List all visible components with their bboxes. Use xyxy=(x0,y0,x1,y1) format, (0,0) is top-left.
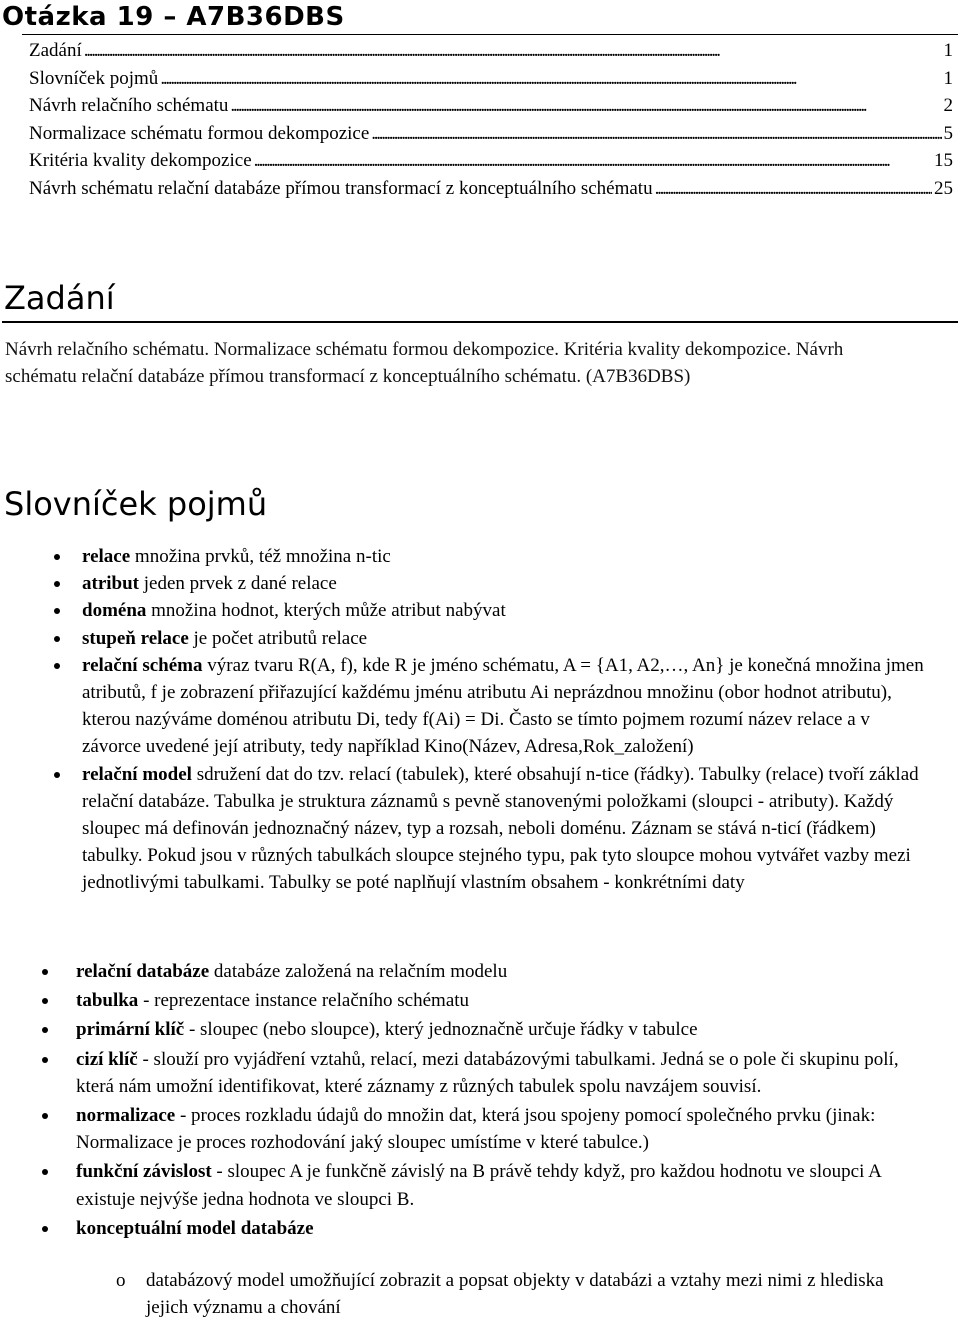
toc-entry[interactable] xyxy=(29,175,953,203)
glossary-item xyxy=(76,987,938,1014)
glossary-sublist xyxy=(116,1267,920,1321)
glossary-item xyxy=(82,570,930,597)
toc-entry-page: 1 xyxy=(943,67,953,89)
glossary-item xyxy=(76,1046,938,1100)
toc-entry-label: Návrh schématu relační databáze přímou transformací z konceptuálního schématu xyxy=(29,177,653,199)
document-title: Otázka 19 – A7B36DBS xyxy=(2,2,345,32)
toc-leader-dots xyxy=(160,65,941,93)
glossary-definition: - proces rozkladu údajů do množin dat, která jsou spojeny pomocí společného prvku (jinak: Normalizace je proces rozhodování jaký sloupec umístíme v které tabulce.) xyxy=(76,1105,876,1154)
glossary-term: atribut xyxy=(82,573,139,595)
toc-entry[interactable] xyxy=(29,147,953,175)
glossary-item xyxy=(82,761,930,897)
glossary-subitem xyxy=(116,1267,920,1321)
bullet-icon xyxy=(54,581,60,587)
toc-entry[interactable] xyxy=(29,65,953,93)
bullet-icon xyxy=(42,969,48,975)
toc-entry[interactable] xyxy=(29,120,953,148)
toc-entry-page: 2 xyxy=(943,95,953,116)
bullet-icon xyxy=(54,772,60,778)
glossary-definition: sdružení dat do tzv. relací (tabulek), které obsahují n-tice (řádky). Tabulky (relace) tvoří základ relační databáze. Tabulka je struktura záznamů s pevně stanovenými položkami (sloupci - atributy). Každý sloupec má definován jednoznačný název, typ a rozsah, neboli doménu. Záznam se stává n-ticí (řádkem) tabulky. Pokud jsou v různých tabulkách sloupce stejného typu, pak tyto sloupce mohou vytvářet vazby mezi jednotlivými tabulkami. Tabulky se poté naplňují vlastním obsahem - konkrétními daty xyxy=(82,763,919,894)
toc-leader-dots xyxy=(230,92,941,120)
glossary-term: relační databáze xyxy=(76,961,210,982)
glossary-list-secondary xyxy=(76,958,938,1242)
glossary-term: relační model xyxy=(82,763,192,785)
toc-entry-label: Kritéria kvality dekompozice xyxy=(29,150,252,171)
glossary-definition: - slouží pro vyjádření vztahů, relací, mezi databázovými tabulkami. Jedná se o pole či skupinu polí, která nám umožní identifikovat, které záznamy z různých tabulek spolu navzájem souvisí. xyxy=(76,1048,899,1097)
bullet-icon xyxy=(42,1169,48,1175)
glossary-term: normalizace xyxy=(76,1105,176,1127)
toc-leader-dots xyxy=(655,175,932,203)
glossary-item xyxy=(82,597,930,624)
glossary-definition: je počet atributů relace xyxy=(188,627,368,649)
glossary-term: relační schéma xyxy=(82,654,203,676)
glossary-term: cizí klíč xyxy=(76,1048,138,1070)
circle-bullet-icon: o xyxy=(116,1270,126,1291)
glossary-definition: - reprezentace instance relačního schématu xyxy=(138,990,470,1012)
bullet-icon xyxy=(42,998,48,1004)
toc-entry-label: Normalizace schématu formou dekompozice xyxy=(29,122,370,144)
glossary-item xyxy=(76,1215,938,1242)
zadani-text: Návrh relačního schématu. Normalizace schématu formou dekompozice. Kritéria kvality dekompozice. Návrh schématu relační databáze přímou transformací z konceptuálního schématu. (A7B36DBS) xyxy=(5,339,844,387)
glossary-definition: databáze založená na relačním modelu xyxy=(209,961,508,982)
glossary-definition: - sloupec A je funkčně závislý na B právě tehdy když, pro každou hodnotu ve sloupci A existuje nejvýše jedna hodnota ve sloupci B. xyxy=(76,1161,881,1210)
table-of-contents xyxy=(29,37,953,202)
bullet-icon xyxy=(42,1027,48,1033)
glossary-item xyxy=(76,1016,938,1043)
glossary-definition: množina prvků, též množina n-tic xyxy=(130,546,391,567)
glossary-item xyxy=(76,958,938,985)
bullet-icon xyxy=(42,1226,48,1232)
glossary-item xyxy=(82,625,930,652)
glossary-definition: množina hodnot, kterých může atribut nabývat xyxy=(146,600,506,622)
toc-entry[interactable] xyxy=(29,92,953,120)
glossary-term: tabulka xyxy=(76,990,139,1012)
toc-leader-dots xyxy=(84,37,942,65)
glossary-term: relace xyxy=(82,546,131,567)
glossary-term: funkční závislost xyxy=(76,1161,212,1183)
bullet-icon xyxy=(54,608,60,614)
glossary-subitem-text: databázový model umožňující zobrazit a popsat objekty v databázi a vztahy mezi nimi z hlediska jejich významu a chování xyxy=(146,1270,884,1319)
bullet-icon xyxy=(42,1113,48,1119)
glossary-term: doména xyxy=(82,600,147,622)
glossary-term: stupeň relace xyxy=(82,627,189,649)
toc-entry-label: Zadání xyxy=(29,40,82,61)
toc-top-rule xyxy=(22,34,958,35)
toc-entry-label: Slovníček pojmů xyxy=(29,67,159,89)
glossary-definition: jeden prvek z dané relace xyxy=(139,573,337,595)
bullet-icon xyxy=(54,636,60,642)
section-heading-zadani: Zadání xyxy=(4,279,115,317)
glossary-item xyxy=(82,652,930,761)
toc-entry-page: 15 xyxy=(934,150,953,171)
glossary-term: konceptuální model databáze xyxy=(76,1217,314,1239)
bullet-icon xyxy=(54,663,60,669)
glossary-item xyxy=(76,1102,938,1156)
toc-entry-label: Návrh relačního schématu xyxy=(29,95,229,116)
glossary-definition: - sloupec (nebo sloupce), který jednoznačně určuje řádky v tabulce xyxy=(184,1019,698,1041)
section-heading-slovnicek: Slovníček pojmů xyxy=(4,485,268,523)
glossary-term: primární klíč xyxy=(76,1019,185,1041)
bullet-icon xyxy=(42,1057,48,1063)
glossary-item xyxy=(76,1158,938,1212)
toc-entry[interactable] xyxy=(29,37,953,65)
section-rule xyxy=(2,321,958,323)
toc-leader-dots xyxy=(371,120,941,148)
toc-leader-dots xyxy=(254,147,932,175)
glossary-definition: výraz tvaru R(A, f), kde R je jméno schématu, A = {A1, A2,…, An} je konečná množina jmen atributů, f je zobrazení přiřazující každému jménu atributu Ai neprázdnou množinu (obor hodnot atributu), kterou nazýváme doménou atributu Di, tedy f(Ai) = Di. Často se tímto pojmem rozumí název relace a v závorce uvedené její atributy, tedy například Kino(Název, Adresa,Rok_založení) xyxy=(82,654,924,758)
glossary-item xyxy=(82,543,930,570)
toc-entry-page: 25 xyxy=(934,177,953,199)
bullet-icon xyxy=(54,554,60,560)
toc-entry-page: 1 xyxy=(943,40,953,61)
glossary-list-primary xyxy=(82,543,930,897)
toc-entry-page: 5 xyxy=(943,122,953,144)
